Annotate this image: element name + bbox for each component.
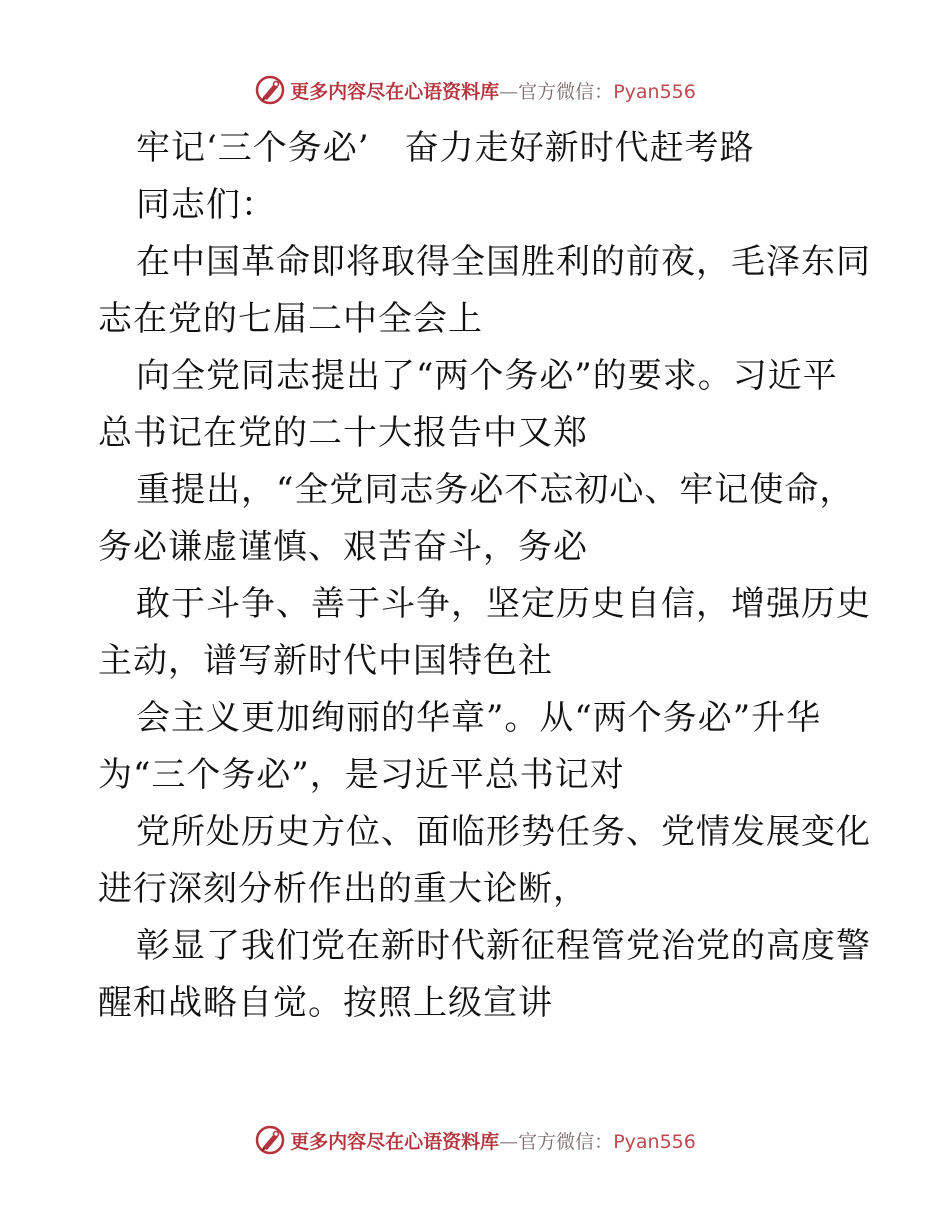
paragraph-line: 在中国革命即将取得全国胜利的前夜，毛泽东同 bbox=[136, 242, 871, 282]
header-banner bbox=[0, 72, 950, 108]
document-body bbox=[98, 120, 871, 1032]
paragraph-line: 向全党同志提出了“两个务必”的要求。习近平 bbox=[136, 356, 838, 396]
paragraph-line: 总书记在党的二十大报告中又郑 bbox=[98, 413, 588, 453]
paragraph-line: 为“三个务必”，是习近平总书记对 bbox=[98, 755, 625, 795]
banner-brand: 更多内容尽在心语资料库 bbox=[290, 1130, 500, 1153]
banner-official-label: 官方微信： bbox=[518, 1130, 614, 1153]
paragraph-line: 会主义更加绚丽的华章”。从“两个务必”升华 bbox=[136, 698, 822, 738]
circular-pen-logo-icon bbox=[254, 74, 286, 106]
banner-wechat-id: Pyan556 bbox=[613, 80, 696, 103]
banner-text bbox=[290, 77, 696, 104]
banner-dash: — bbox=[499, 80, 519, 103]
banner-official-label: 官方微信： bbox=[518, 80, 614, 103]
salutation: 同志们： bbox=[136, 185, 276, 225]
banner-dash: — bbox=[499, 1130, 519, 1153]
banner-brand: 更多内容尽在心语资料库 bbox=[290, 80, 500, 103]
paragraph-line: 务必谦虚谨慎、艰苦奋斗，务必 bbox=[98, 527, 588, 567]
paragraph-line: 彰显了我们党在新时代新征程管党治党的高度警 bbox=[136, 926, 871, 966]
paragraph-line: 党所处历史方位、面临形势任务、党情发展变化 bbox=[136, 812, 871, 852]
paragraph-line: 醒和战略自觉。按照上级宣讲 bbox=[98, 983, 553, 1023]
paragraph-line: 志在党的七届二中全会上 bbox=[98, 299, 483, 339]
banner-wechat-id: Pyan556 bbox=[613, 1130, 696, 1153]
circular-pen-logo-icon bbox=[254, 1124, 286, 1156]
paragraph-line: 主动，谱写新时代中国特色社 bbox=[98, 641, 553, 681]
banner-text bbox=[290, 1127, 696, 1154]
footer-banner bbox=[0, 1122, 950, 1158]
document-title: 牢记‘三个务必’ 奋力走好新时代赶考路 bbox=[136, 128, 755, 168]
paragraph-line: 进行深刻分析作出的重大论断， bbox=[98, 869, 588, 909]
paragraph-line: 重提出，“全党同志务必不忘初心、牢记使命， bbox=[136, 470, 855, 510]
paragraph-line: 敢于斗争、善于斗争，坚定历史自信，增强历史 bbox=[136, 584, 871, 624]
